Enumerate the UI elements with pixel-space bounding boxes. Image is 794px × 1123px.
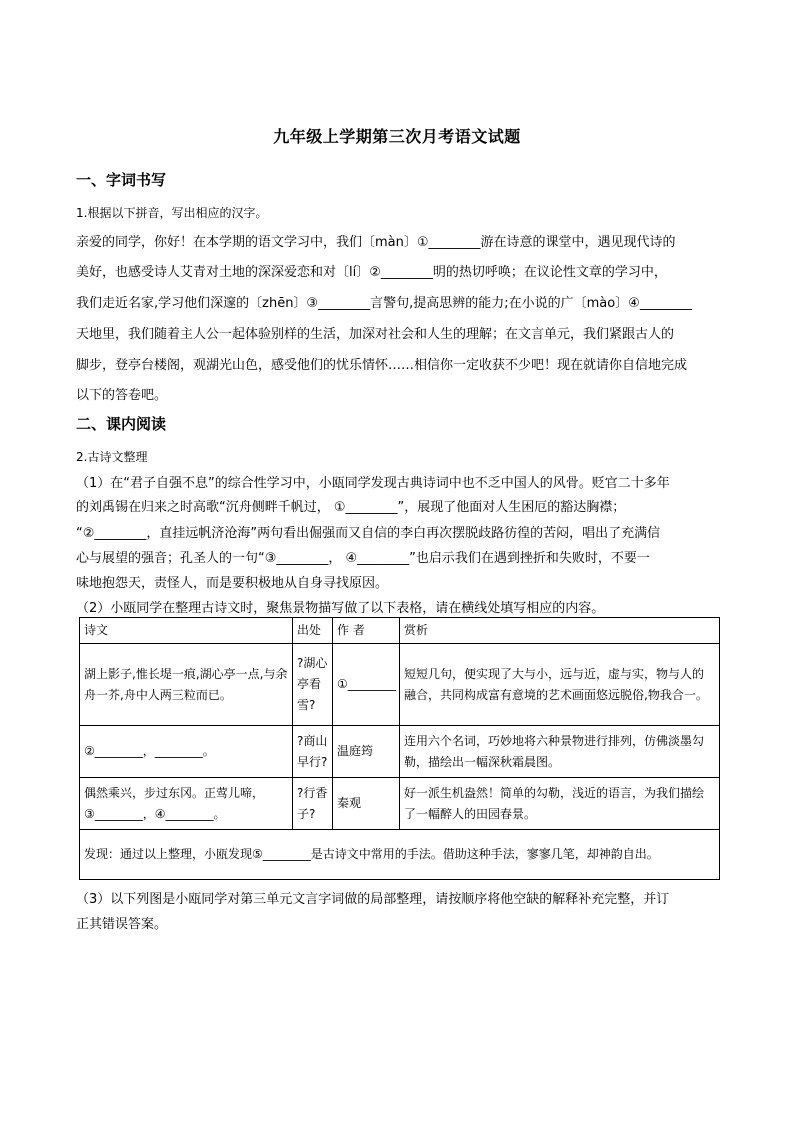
table-row	[80, 644, 720, 726]
paragraph-line: 以下的答卷吧。	[76, 388, 168, 403]
paragraph-line: 美好，也感受诗人艾青对土地的深深爱恋和对〔lí〕②________明的热切呼唤；在议论性文章的学习中，	[76, 265, 667, 280]
table-cell: ?湖心亭看雪?	[293, 644, 333, 726]
paragraph-line: 味地抱怨天，责怪人，而是要积极地从自身寻找原因。	[76, 576, 389, 591]
paragraph-line: （2）小瓯同学在整理古诗文时，聚焦景物描写做了以下表格，请在横线处填写相应的内容。	[76, 601, 605, 616]
table-footer-row	[80, 830, 720, 880]
paragraph-line: 天地里，我们随着主人公一起体验别样的生活，加深对社会和人生的理解；在文言单元，我们紧跟古人的	[76, 327, 675, 342]
paragraph-line: （1）在“君子自强不息”的综合性学习中，小瓯同学发现古典诗词中也不乏中国人的风骨。贬官二十多年	[76, 476, 670, 491]
table-cell: 好一派生机盎然！简单的勾勒，浅近的语言，为我们描绘了一幅醉人的田园春景。	[400, 778, 720, 830]
header-cell: 诗文	[80, 618, 293, 644]
header-cell: 作 者	[333, 618, 400, 644]
table-cell: ②________，________。	[80, 726, 293, 778]
table-cell: 湖上影子,惟长堤一痕,湖心亭一点,与余舟一芥,舟中人两三粒而已。	[80, 644, 293, 726]
poem-table	[79, 617, 720, 880]
table-row	[80, 778, 720, 830]
header-cell: 赏析	[400, 618, 720, 644]
question-1-label: 1.根据以下拼音，写出相应的汉字。	[76, 206, 268, 220]
table-cell: ?行香子?	[293, 778, 333, 830]
paragraph-line: 脚步，登亭台楼阁，观湖光山色，感受他们的忧乐情怀……相信你一定收获不少吧！现在就请你自信地完成	[76, 358, 688, 373]
paragraph-line: （3）以下列图是小瓯同学对第三单元文言字词做的局部整理，请按顺序将他空缺的解释补充完整，并订	[76, 892, 670, 907]
table-cell: 秦观	[333, 778, 400, 830]
table-cell: 偶然乘兴，步过东冈。正莺儿啼，③________，④________。	[80, 778, 293, 830]
paragraph-line: 正其错误答案。	[76, 917, 168, 932]
table-row	[80, 726, 720, 778]
paragraph-line: 的刘禹锡在归来之时高歌“沉舟侧畔千帆过， ①________”，展现了他面对人生困厄的豁达胸襟；	[76, 500, 626, 515]
section-heading-1: 一、字词书写	[76, 171, 167, 189]
table-header-row	[80, 618, 720, 644]
table-cell: ?商山早行?	[293, 726, 333, 778]
question-2-label: 2.古诗文整理	[76, 450, 148, 464]
table-cell: 连用六个名词，巧妙地将六种景物进行排列，仿佛淡墨勾勒，描绘出一幅深秋霜晨图。	[400, 726, 720, 778]
paragraph-line: 我们走近名家,学习他们深邃的〔zhēn〕③________言警句,提高思辨的能力;在小说的广〔mào〕④________	[76, 296, 692, 311]
header-cell: 出处	[293, 618, 333, 644]
table-cell: ①________	[333, 644, 400, 726]
page-title: 九年级上学期第三次月考语文试题	[273, 127, 521, 146]
paragraph-line: 心与展望的强音；孔圣人的一句“③________， ④________”也启示我们在遇到挫折和失败时，不要一	[76, 551, 650, 566]
table-footer-cell: 发现：通过以上整理，小瓯发现⑤________是古诗文中常用的手法。借助这种手法，寥寥几笔，却神韵自出。	[80, 830, 720, 880]
table-cell: 短短几句，便实现了大与小，远与近，虚与实，物与人的融合，共同构成富有意境的艺术画面悠远脱俗,物我合一。	[400, 644, 720, 726]
paragraph-line: “②________，直挂远帆济沧海”两句看出倔强而又自信的李白再次摆脱歧路彷徨的苦闷，唱出了充满信	[76, 526, 661, 541]
table-cell: 温庭筠	[333, 726, 400, 778]
section-heading-2: 二、课内阅读	[76, 415, 167, 433]
paragraph-line: 亲爱的同学，你好！在本学期的语文学习中，我们〔màn〕①________游在诗意的课堂中，遇见现代诗的	[76, 235, 676, 250]
